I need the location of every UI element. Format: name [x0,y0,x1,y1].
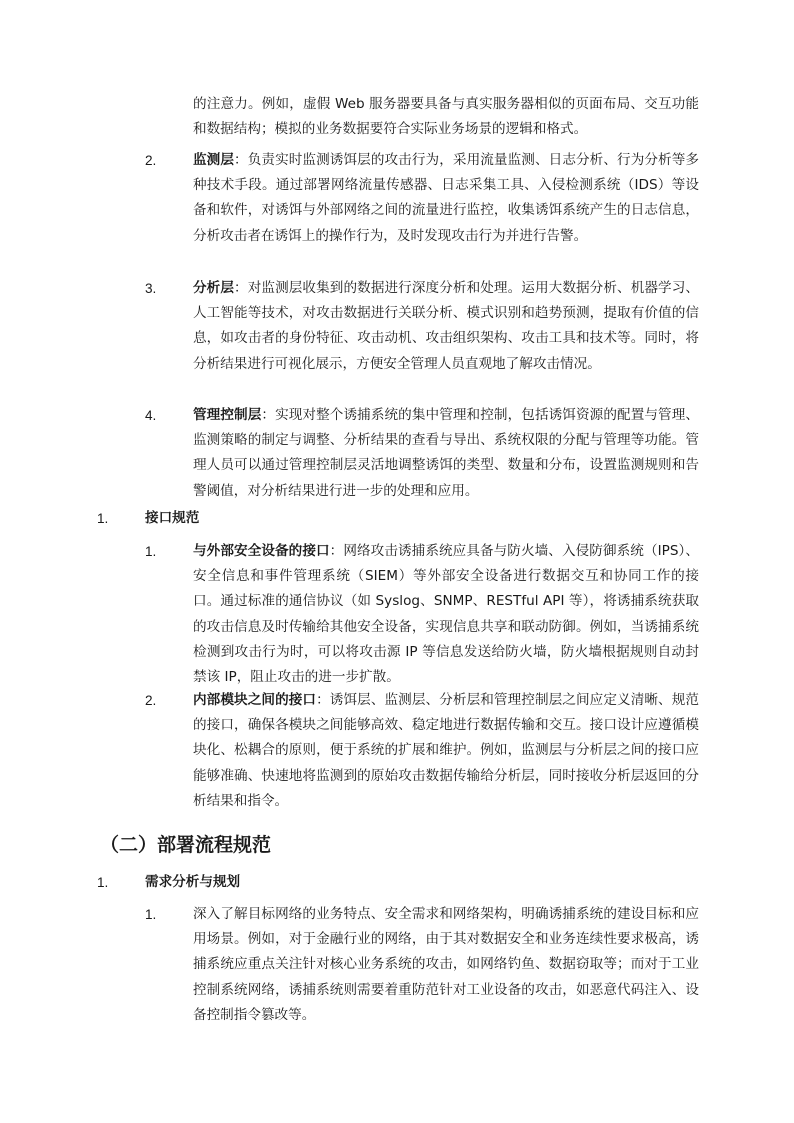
subheading-interface-spec: 接口规范 [145,510,200,526]
list-number: 3. [145,281,157,296]
item-title: 管理控制层 [193,407,262,423]
list-number: 4. [145,408,157,423]
list-number: 1. [97,875,109,890]
item-title: 分析层 [193,280,235,296]
section-title: （二）部署流程规范 [100,834,272,856]
item-body: ：负责实时监测诱饵层的攻击行为，采用流量监测、日志分析、行为分析等多种技术手段。通过部署网络流量传感器、日志采集工具、入侵检测系统（IDS）等设备和软件，对诱饵与外部网络之间的流量进行监控，收集诱饵系统产生的日志信息，分析攻击者在诱饵上的操作行为，及时发现攻击行为并进行告警。 [193,152,700,244]
list-number: 1. [145,544,157,559]
list-item-external-interface [193,539,699,690]
list-number: 2. [145,693,157,708]
list-item-requirements-analysis: 深入了解目标网络的业务特点、安全需求和网络架构，明确诱捕系统的建设目标和应用场景。例如，对于金融行业的网络，由于其对数据安全和业务连续性要求极高，诱捕系统应重点关注针对核心业务系统的攻击，如网络钓鱼、数据窃取等；而对于工业控制系统网络，诱捕系统则需要着重防范针对工业设备的攻击，如恶意代码注入、设备控制指令篡改等。 [193,906,699,1023]
paragraph-continuation: 的注意力。例如，虚假 Web 服务器要具备与真实服务器相似的页面布局、交互功能和数据结构；模拟的业务数据要符合实际业务场景的逻辑和格式。 [193,96,699,138]
item-body: ：实现对整个诱捕系统的集中管理和控制，包括诱饵资源的配置与管理、监测策略的制定与调整、分析结果的查看与导出、系统权限的分配与管理等功能。管理人员可以通过管理控制层灵活地调整诱饵的类型、数量和分布，设置监测规则和告警阈值，对分析结果进行进一步的处理和应用。 [193,407,699,499]
item-body: ：网络攻击诱捕系统应具备与防火墙、入侵防御系统（IPS）、安全信息和事件管理系统（SIEM）等外部安全设备进行数据交互和协同工作的接口。通过标准的通信协议（如 Syslog、SNMP、RESTful API 等），将诱捕系统获取的攻击信息及时传输给其他安全设备，实现信息共享和联动防御。例如，当诱捕系统检测到攻击行为时，可以将攻击源 IP 等信息发送给防火墙，防火墙根据规则自动封禁该 IP，阻止攻击的进一步扩散。 [193,543,699,686]
list-number: 1. [145,907,157,922]
list-item-monitor-layer [193,148,699,249]
list-item-internal-interface [193,688,699,814]
item-title: 内部模块之间的接口 [193,692,317,708]
item-body: ：对监测层收集到的数据进行深度分析和处理。运用大数据分析、机器学习、人工智能等技术，对攻击数据进行关联分析、模式识别和趋势预测，提取有价值的信息，如攻击者的身份特征、攻击动机、攻击组织架构、攻击工具和技术等。同时，将分析结果进行可视化展示，方便安全管理人员直观地了解攻击情况。 [193,280,700,372]
subheading-requirements: 需求分析与规划 [145,874,241,890]
list-item-management-layer [193,403,699,504]
list-number: 1. [97,511,109,526]
list-number: 2. [145,153,157,168]
list-item-analysis-layer [193,276,699,377]
item-body: ：诱饵层、监测层、分析层和管理控制层之间应定义清晰、规范的接口，确保各模块之间能够高效、稳定地进行数据传输和交互。接口设计应遵循模块化、松耦合的原则，便于系统的扩展和维护。例如，监测层与分析层之间的接口应能够准确、快速地将监测到的原始攻击数据传输给分析层，同时接收分析层返回的分析结果和指令。 [193,692,700,809]
item-title: 与外部安全设备的接口 [193,543,330,559]
item-title: 监测层 [193,152,235,168]
